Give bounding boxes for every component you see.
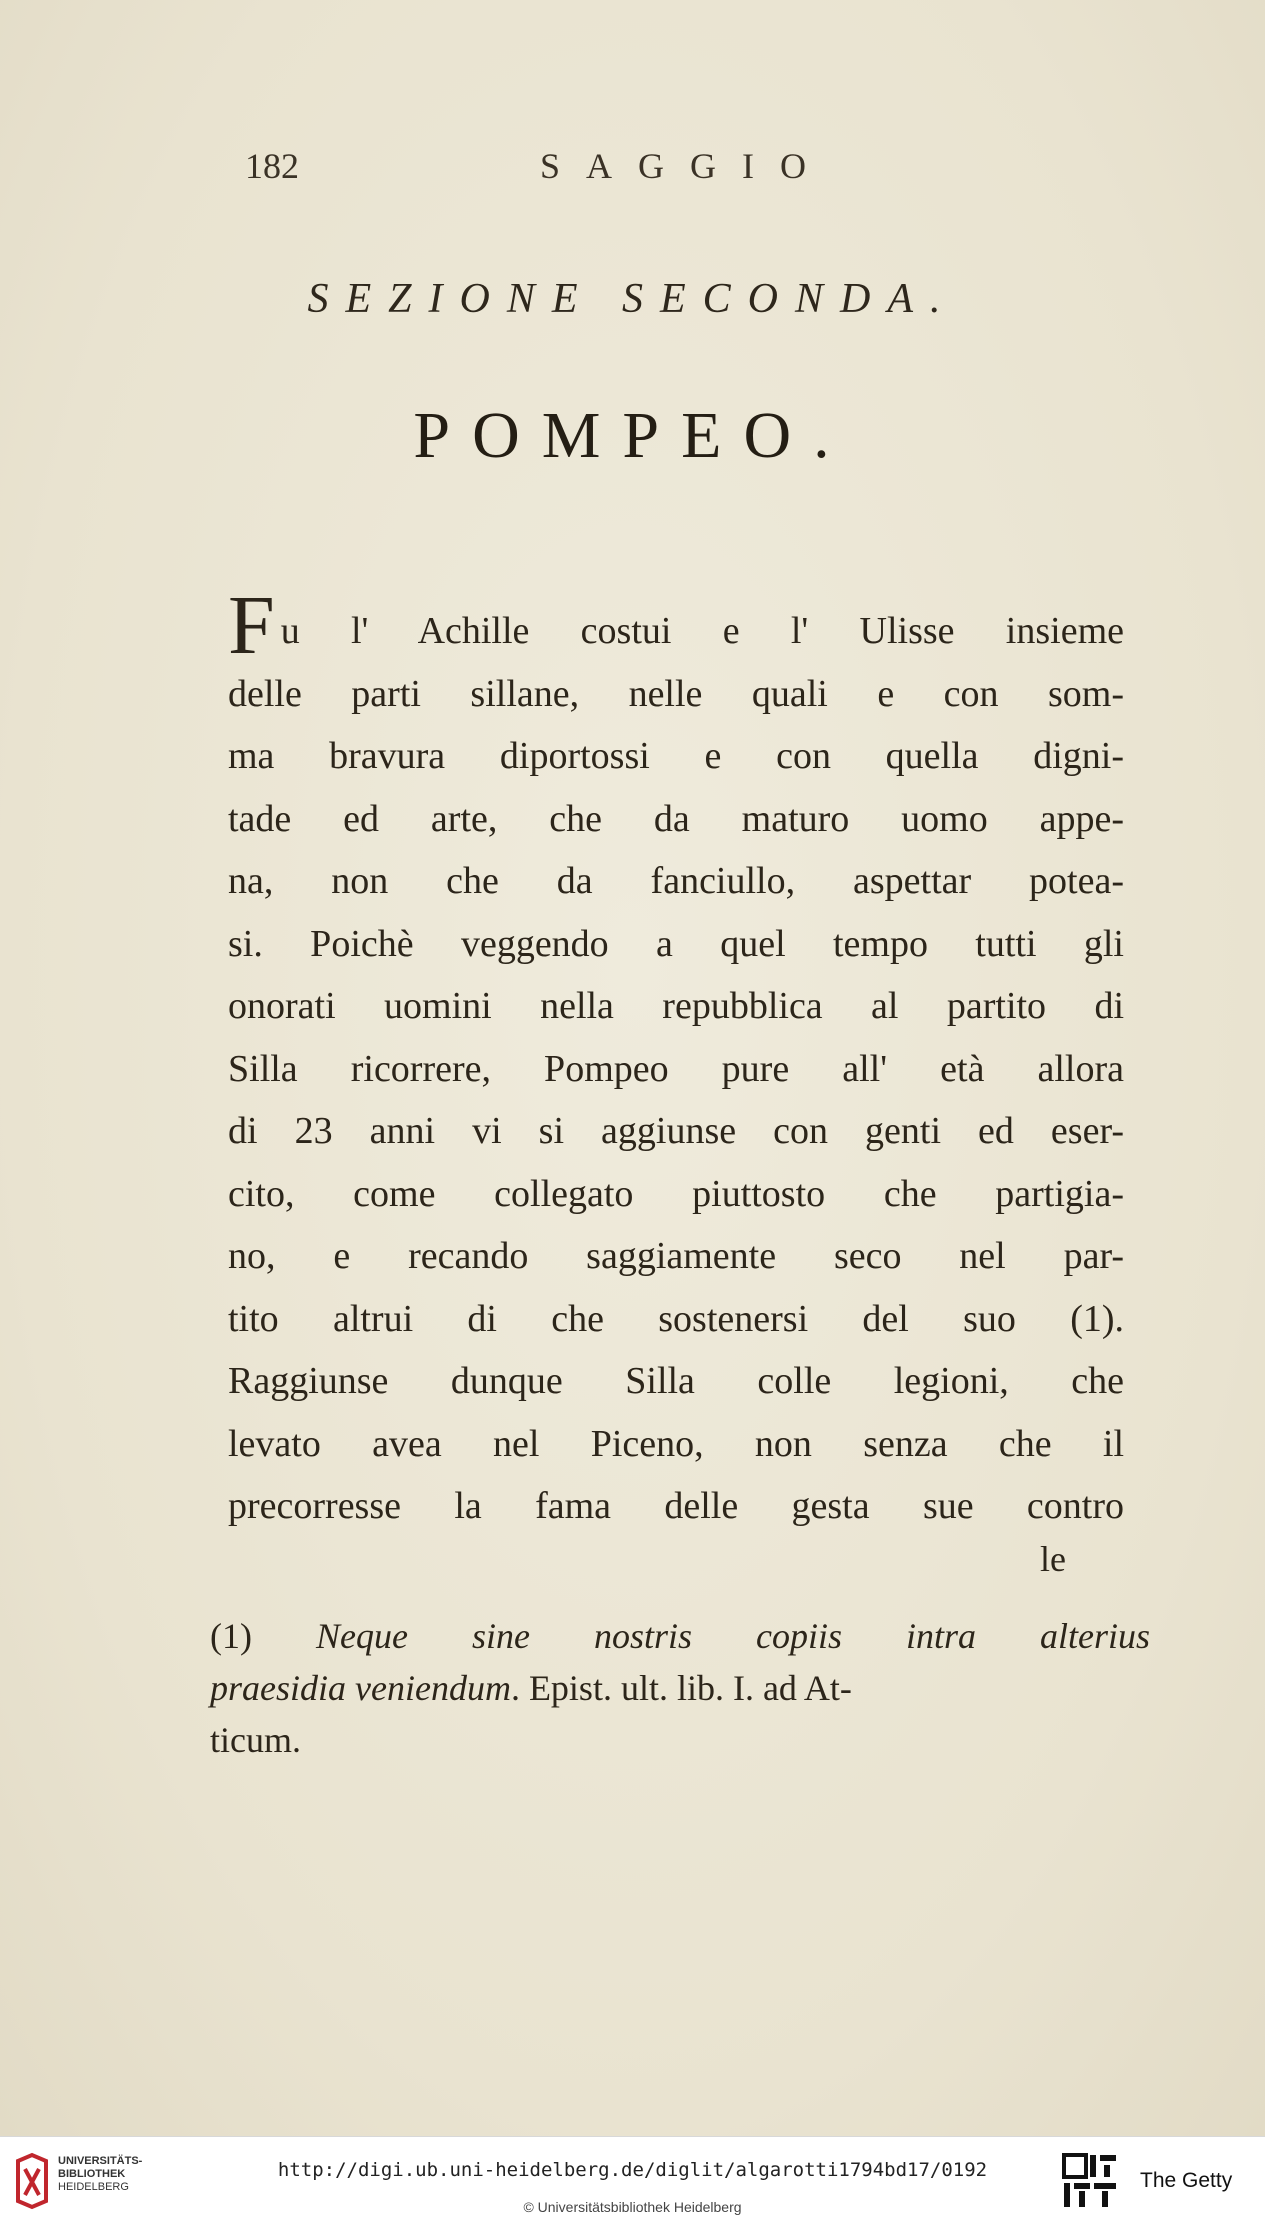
footnote-line: praesidia veniendum. Epist. ult. lib. I. ad At-: [210, 1668, 852, 1708]
body-line: di 23 anni vi si aggiunse con genti ed eser-: [228, 1110, 1124, 1152]
body-line: levato avea nel Piceno, non senza che il: [228, 1422, 1124, 1465]
body-line: tito altrui di che sostenersi del suo (1).: [228, 1297, 1124, 1340]
body-line: no, e recando saggiamente seco nel par-: [228, 1235, 1124, 1277]
body-line: na, non che da fanciullo, aspettar potea-: [228, 860, 1124, 902]
body-line: Raggiunse dunque Silla colle legioni, che: [228, 1360, 1124, 1402]
footnote: [210, 1610, 1150, 1766]
running-title: SAGGIO: [540, 146, 833, 186]
library-name: UNIVERSITÄTS- BIBLIOTHEK HEIDELBERG: [58, 2155, 143, 2193]
copyright-notice: © Universitätsbibliothek Heidelberg: [523, 2199, 742, 2215]
body-line: tade ed arte, che da maturo uomo appe-: [228, 797, 1124, 840]
body-line: ma bravura diportossi e con quella digni-: [228, 735, 1124, 777]
body-line: Fu l' Achille costui e l' Ulisse insieme: [228, 579, 1124, 672]
body-text: [228, 579, 1124, 1538]
running-head: [0, 145, 1265, 195]
body-line: cito, come collegato piuttosto che partigia-: [228, 1172, 1124, 1215]
permalink-url[interactable]: http://digi.ub.uni-heidelberg.de/diglit/algarotti1794bd17/0192: [277, 2159, 988, 2181]
body-line: precorresse la fama delle gesta sue contro: [228, 1485, 1124, 1527]
viewer-footer: [0, 2136, 1265, 2227]
getty-label: The Getty: [1140, 2169, 1233, 2192]
page-number: 182: [245, 146, 299, 186]
footnote-line: (1) Neque sine nostris copiis intra alterius: [210, 1616, 1150, 1656]
catchword: le: [1040, 1539, 1066, 1579]
section-title: SEZIONE SECONDA.: [307, 276, 958, 322]
footnote-marker: (1): [210, 1616, 252, 1656]
chapter-title: POMPEO.: [413, 399, 852, 472]
body-line: onorati uomini nella repubblica al partito di: [228, 985, 1124, 1027]
body-line: Silla ricorrere, Pompeo pure all' età allora: [228, 1047, 1124, 1090]
drop-cap: F: [228, 579, 275, 672]
footnote-line: ticum.: [210, 1720, 301, 1760]
body-line: si. Poichè veggendo a quel tempo tutti gli: [228, 922, 1124, 965]
getty-logo-icon[interactable]: [1060, 2151, 1120, 2211]
body-line: delle parti sillane, nelle quali e con som-: [228, 672, 1124, 715]
